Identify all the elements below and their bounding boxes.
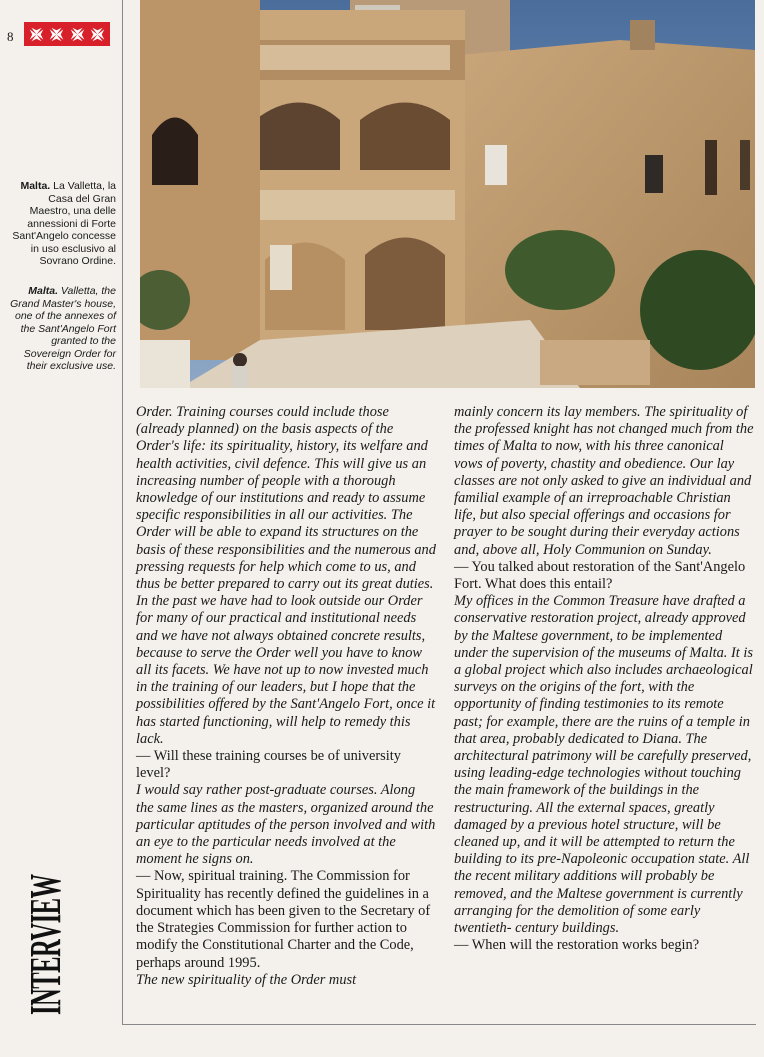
question-paragraph: — You talked about restoration of the Sant'Angelo Fort. What does this entail? (454, 558, 746, 593)
caption-text: La Valletta, la Casa del Gran Maestro, una delle annessioni di Forte Sant'Angelo concesse in uso esclusivo al Sovrano Ordine. (12, 180, 116, 267)
page-number: 8 (7, 29, 14, 44)
article-column-right (454, 404, 754, 955)
maltese-cross-banner (24, 22, 110, 46)
caption-place: Malta. (28, 285, 58, 297)
caption-text: Valletta, the Grand Master's house, one of the annexes of the Sant'Angelo Fort granted to the Sovereign Order for their exclusive use. (10, 285, 116, 372)
article-column-left (136, 404, 436, 989)
sidebar-divider (122, 0, 123, 1025)
answer-paragraph: mainly concern its lay members. The spirituality of the professed knight has not changed much from the times of Malta to now, with his three canonical vows of poverty, chastity and obedience. Our lay classes are not only asked to give an individual and familial example of an irreproachable Christian life, but also special offerings and occasions for prayer to be sought during their everyday actions and, above all, Holy Communion on Sunday. (454, 404, 754, 558)
caption-place: Malta. (20, 180, 51, 192)
maltese-cross-icon (48, 26, 65, 43)
maltese-cross-icon (28, 26, 45, 43)
question-paragraph: — Now, spiritual training. The Commission for Spirituality has recently defined the guidelines in a document which has been given to the Secretary of the Strategies Commission for further action to modify the Constitutional Charter and the Code, perhaps around 1995. (136, 868, 431, 971)
section-label: INTERVIEW (21, 874, 70, 1015)
question-paragraph: — Will these training courses be of university level? (136, 748, 401, 782)
photo-grand-masters-house (140, 0, 755, 388)
answer-paragraph: I would say rather post-graduate courses. Along the same lines as the masters, organized around the particular aptitudes of the person involved and with an eye to the particular needs involved at the moment he signs on. (136, 782, 436, 868)
maltese-cross-icon (89, 26, 106, 43)
caption-english (10, 285, 116, 373)
question-paragraph: — When will the restoration works begin? (454, 937, 700, 954)
caption-italian (10, 180, 116, 268)
answer-paragraph: My offices in the Common Treasure have drafted a conservative restoration project, already approved by the Maltese government, to be implemented under the supervision of the museums of Malta. It is a global project which also includes archaeological surveys on the origins of the fort, with the opportunity of finding testimonies to its remote past; for example, there are the ruins of a temple in that area, probably dedicated to Diana. The architectural patrimony will be carefully preserved, using leading-edge technologies without touching the main framework of the buildings in the restructuring. All the external spaces, greatly damaged by a previous hotel structure, will be cleaned up, and it will be attempted to return the building to its pre-Napoleonic occupation state. All the recent military additions will probably be removed, and the Maltese government is currently arranging for the demolition of some early twentieth- century buildings. (454, 593, 753, 937)
answer-paragraph: The new spirituality of the Order must (136, 971, 357, 988)
bottom-divider (122, 1024, 756, 1025)
maltese-cross-icon (69, 26, 86, 43)
answer-paragraph: Order. Training courses could include those (already planned) on the basis aspects of the Order's life: its spirituality, history, its welfare and health activities, civil defence. This will give us an increasing number of people with a thorough knowledge of our institutions and ready to assume specific responsibilities in all our activities. The Order will be able to expand its structures on the basis of these responsibilities and the numerous and pressing requests for help which come to us, and thus be better prepared to carry out its great duties. In the past we have had to look outside our Order for many of our practical and institutional needs and we have not always obtained concrete results, because to serve the Order well you have to know all its facets. We have not up to now invested much in the training of our leaders, but I hope that the possibilities offered by the Sant'Angelo Fort, once it has started functioning, will help to remedy this lack. (136, 404, 436, 747)
